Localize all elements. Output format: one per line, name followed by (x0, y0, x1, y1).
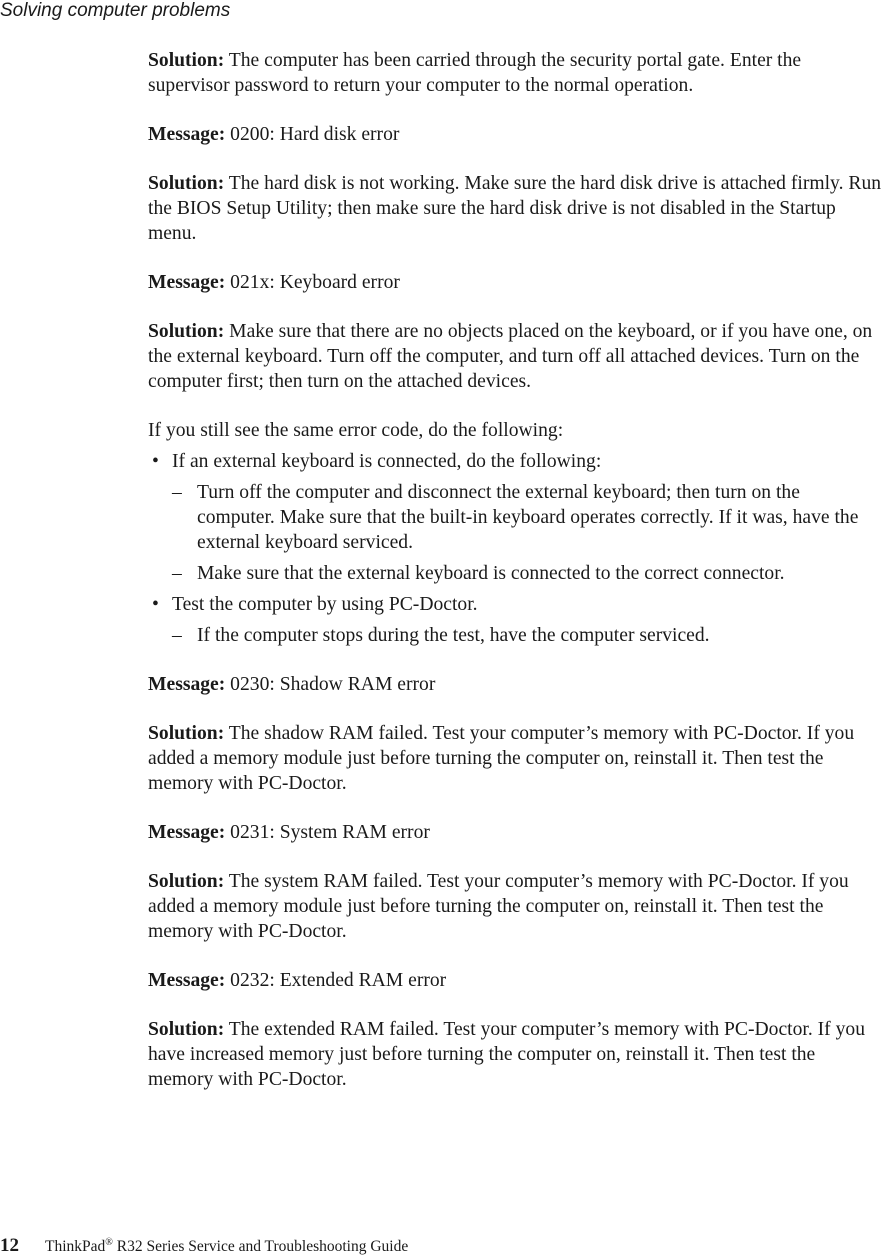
message-paragraph (148, 968, 882, 993)
entry-text: The shadow RAM failed. Test your computer’s memory with PC-Doctor. If you added a memory module just before turning the computer on, reinstall it. Then test the memory with PC-Doctor. (148, 723, 855, 794)
bullet-text: Test the computer by using PC-Doctor. (172, 594, 478, 615)
entry-text: 021x: Keyboard error (230, 272, 400, 293)
entry-label: Solution: (148, 723, 225, 744)
page-body (148, 48, 882, 1116)
entry-text: 0200: Hard disk error (230, 124, 400, 145)
solution-paragraph (148, 721, 882, 796)
entry-text: The computer has been carried through the security portal gate. Enter the supervisor password to return your computer to the normal operation. (148, 50, 802, 96)
bullet-item (148, 592, 882, 648)
solution-paragraph (148, 171, 882, 246)
entry-text: 0231: System RAM error (230, 822, 430, 843)
dash-mark: – (172, 482, 182, 503)
solution-paragraph (148, 1017, 882, 1092)
entry-text: 0232: Extended RAM error (230, 970, 447, 991)
entry-label: Message: (148, 970, 226, 991)
message-paragraph (148, 270, 882, 295)
message-paragraph (148, 122, 882, 147)
trademark-mark: ® (105, 1236, 113, 1248)
entry-label: Message: (148, 822, 226, 843)
dash-text: If the computer stops during the test, have the computer serviced. (197, 625, 710, 646)
entry-label: Solution: (148, 1019, 225, 1040)
dash-list (172, 623, 882, 648)
entry-text: The system RAM failed. Test your computer’s memory with PC-Doctor. If you added a memory module just before turning the computer on, reinstall it. Then test the memory with PC-Doctor. (148, 871, 849, 942)
bullet-mark: • (152, 451, 159, 472)
dash-item (172, 480, 882, 555)
bullet-text: If an external keyboard is connected, do the following: (172, 451, 602, 472)
followup-lead: If you still see the same error code, do the following: (148, 420, 564, 441)
running-head: Solving computer problems (0, 0, 231, 21)
guide-name: R32 Series Service and Troubleshooting Guide (116, 1238, 409, 1255)
bullet-list (148, 449, 882, 648)
guide-title (45, 1238, 408, 1255)
dash-mark: – (172, 563, 182, 584)
entry-label: Message: (148, 272, 226, 293)
followup-steps (148, 418, 882, 648)
entry-text: Make sure that there are no objects placed on the keyboard, or if you have one, on the external keyboard. Turn off the computer, and turn off all attached devices. Turn on the computer first; then turn on the attached devices. (148, 321, 873, 392)
entry-label: Message: (148, 674, 226, 695)
dash-item (172, 561, 882, 586)
entry-label: Message: (148, 124, 226, 145)
product-name: ThinkPad (45, 1238, 106, 1255)
dash-text: Turn off the computer and disconnect the external keyboard; then turn on the computer. Make sure that the built-in keyboard operates correctly. If it was, have the external keyboard serviced. (197, 482, 859, 553)
entry-text: The extended RAM failed. Test your computer’s memory with PC-Doctor. If you have increased memory just before turning the computer on, reinstall it. Then test the memory with PC-Doctor. (148, 1019, 865, 1090)
dash-mark: – (172, 625, 182, 646)
dash-list (172, 480, 882, 586)
message-paragraph (148, 672, 882, 697)
bullet-mark: • (152, 594, 159, 615)
entry-label: Solution: (148, 871, 225, 892)
dash-item (172, 623, 882, 648)
page-number: 12 (0, 1235, 19, 1256)
dash-text: Make sure that the external keyboard is connected to the correct connector. (197, 563, 785, 584)
solution-paragraph (148, 869, 882, 944)
solution-paragraph (148, 48, 882, 98)
entry-text: The hard disk is not working. Make sure the hard disk drive is attached firmly. Run the BIOS Setup Utility; then make sure the hard disk drive is not disabled in the Startup menu. (148, 173, 882, 244)
entry-label: Solution: (148, 321, 225, 342)
bullet-item (148, 449, 882, 586)
solution-paragraph (148, 319, 882, 394)
entry-label: Solution: (148, 50, 225, 71)
entry-text: 0230: Shadow RAM error (230, 674, 436, 695)
entry-label: Solution: (148, 173, 225, 194)
page-footer (0, 1235, 408, 1257)
message-paragraph (148, 820, 882, 845)
